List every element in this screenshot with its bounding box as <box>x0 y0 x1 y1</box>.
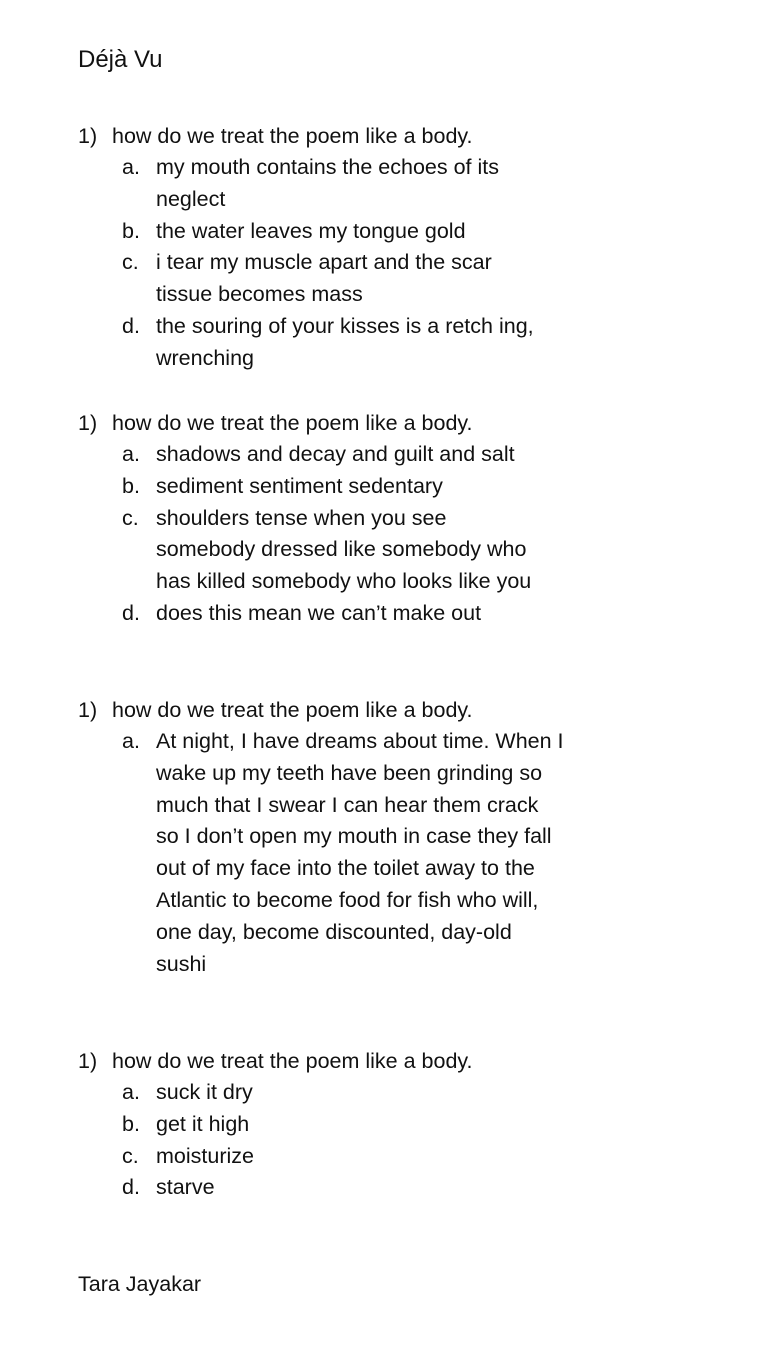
item-text: starve <box>156 1175 215 1200</box>
poem-section-4 <box>78 1045 718 1204</box>
item-letter: b. <box>122 1111 140 1136</box>
list-item <box>122 1172 718 1204</box>
list-item <box>122 1077 718 1109</box>
question-line <box>78 120 718 152</box>
list-item <box>122 311 718 375</box>
poem-section-3 <box>78 694 718 980</box>
question-number: 1) <box>78 698 98 722</box>
item-text: shadows and decay and guilt and salt <box>156 442 515 466</box>
question-text: how do we treat the poem like a body. <box>112 124 473 148</box>
question-line <box>78 694 718 726</box>
poem-section-1 <box>78 120 718 375</box>
question-line <box>78 1045 718 1077</box>
list-item <box>122 439 718 471</box>
list-item <box>122 216 718 248</box>
question-number: 1) <box>78 1049 98 1073</box>
item-text: shoulders tense when you see somebody dressed like somebody who has killed somebody who looks like you <box>156 505 532 594</box>
item-letter: a. <box>122 155 140 179</box>
item-letter: c. <box>122 1143 139 1168</box>
list-item <box>122 471 718 503</box>
poem-section-2 <box>78 407 718 630</box>
question-number: 1) <box>78 124 98 148</box>
question-text: how do we treat the poem like a body. <box>112 1049 473 1073</box>
item-text: the souring of your kisses is a retch ing, wrenching <box>156 313 534 370</box>
item-text: my mouth contains the echoes of its neglect <box>156 155 499 211</box>
item-text: i tear my muscle apart and the scar tissue becomes mass <box>156 250 492 307</box>
author-name: Tara Jayakar <box>78 1272 202 1296</box>
item-letter: d. <box>122 600 140 625</box>
item-letter: a. <box>122 729 140 753</box>
item-text: sediment sentiment sedentary <box>156 473 443 498</box>
item-text: moisturize <box>156 1143 254 1168</box>
list-item <box>122 598 718 630</box>
list-item <box>122 1141 718 1173</box>
item-text: At night, I have dreams about time. When I wake up my teeth have been grinding so much that I swear I can hear them crack so I don’t open my mouth in case they fall out of my face into the toilet away to the Atlantic to become food for fish who will, one day, become discounted, day-old sushi <box>156 729 564 976</box>
question-number: 1) <box>78 411 98 435</box>
item-letter: d. <box>122 313 140 338</box>
item-text: does this mean we can’t make out <box>156 600 482 625</box>
list-item <box>122 1109 718 1141</box>
question-line <box>78 407 718 439</box>
list-item <box>122 503 718 598</box>
item-text: the water leaves my tongue gold <box>156 218 466 243</box>
list-item <box>122 152 718 216</box>
item-letter: a. <box>122 442 140 466</box>
item-text: suck it dry <box>156 1080 253 1104</box>
item-text: get it high <box>156 1111 250 1136</box>
item-letter: b. <box>122 218 140 243</box>
list-item <box>122 726 718 980</box>
poem-title: Déjà Vu <box>78 46 163 73</box>
item-letter: a. <box>122 1080 140 1104</box>
item-letter: c. <box>122 250 139 275</box>
question-text: how do we treat the poem like a body. <box>112 411 473 435</box>
item-letter: d. <box>122 1175 140 1200</box>
question-text: how do we treat the poem like a body. <box>112 698 473 722</box>
item-letter: b. <box>122 473 140 498</box>
list-item <box>122 247 718 311</box>
item-letter: c. <box>122 505 139 530</box>
